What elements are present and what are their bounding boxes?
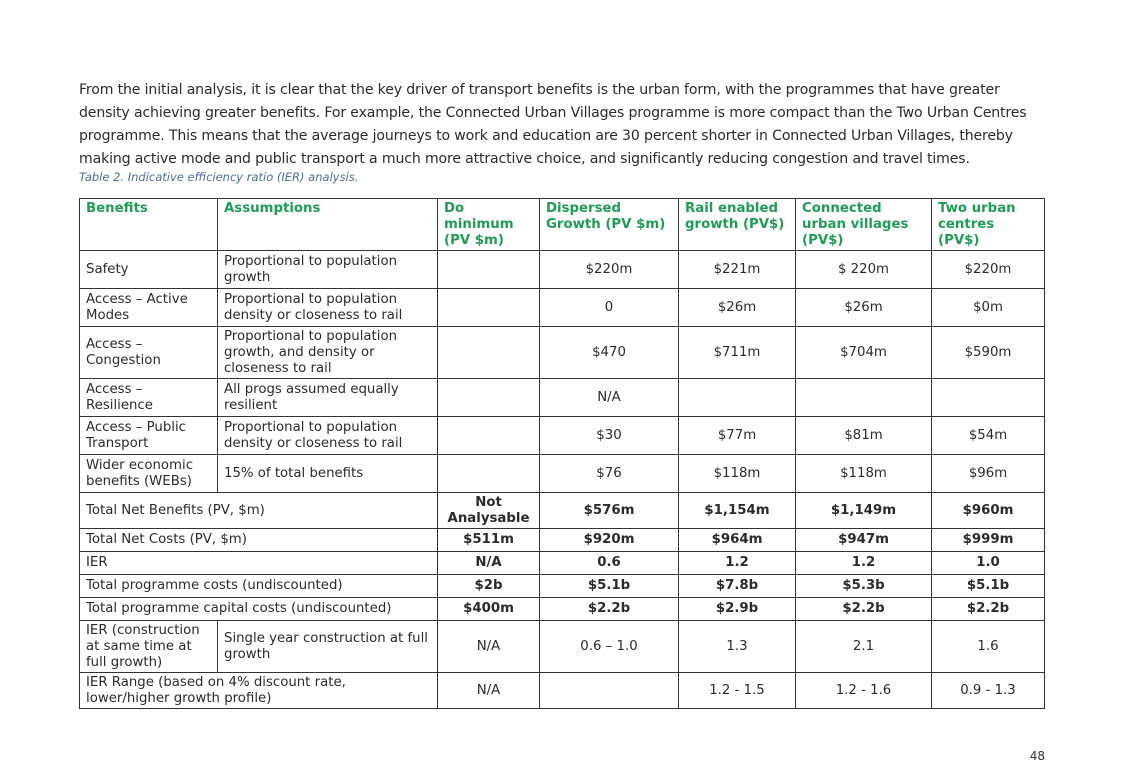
table-caption: Table 2. Indicative efficiency ratio (IER) analysis. [79, 170, 359, 184]
header-dispersed-growth: Dispersed Growth (PV $m) [540, 199, 679, 251]
cell-do-minimum [438, 289, 540, 327]
cell-dispersed: $470 [540, 327, 679, 379]
cell-dispersed: $220m [540, 251, 679, 289]
row-benefit: Access – Public Transport [80, 417, 218, 455]
header-connected-villages: Connected urban villages (PV$) [796, 199, 932, 251]
table-header-row [80, 199, 1045, 251]
summary-label: Total programme costs (undiscounted) [80, 575, 438, 598]
cell-connected: $2.2b [796, 598, 932, 621]
summary-row [80, 529, 1045, 552]
cell-do-minimum: $2b [438, 575, 540, 598]
cell-dispersed [540, 673, 679, 709]
row-assumption: Proportional to population density or closeness to rail [218, 417, 438, 455]
cell-do-minimum [438, 379, 540, 417]
cell-rail [679, 379, 796, 417]
cell-connected: $1,149m [796, 493, 932, 529]
cell-dispersed: $76 [540, 455, 679, 493]
ier-table [79, 198, 1045, 709]
table-row [80, 289, 1045, 327]
row-benefit: Access – Resilience [80, 379, 218, 417]
row-assumption: 15% of total benefits [218, 455, 438, 493]
cell-do-minimum: $511m [438, 529, 540, 552]
row-benefit: Wider economic benefits (WEBs) [80, 455, 218, 493]
cell-do-minimum [438, 417, 540, 455]
summary-label: Total programme capital costs (undiscounted) [80, 598, 438, 621]
row-assumption: Proportional to population growth, and density or closeness to rail [218, 327, 438, 379]
ier-construction-row [80, 621, 1045, 673]
cell-connected: $ 220m [796, 251, 932, 289]
summary-row [80, 552, 1045, 575]
cell-two-urban: $590m [932, 327, 1045, 379]
summary-label: Total Net Benefits (PV, $m) [80, 493, 438, 529]
cell-do-minimum [438, 455, 540, 493]
cell-do-minimum [438, 251, 540, 289]
summary-label: IER [80, 552, 438, 575]
summary-row [80, 493, 1045, 529]
cell-rail: $7.8b [679, 575, 796, 598]
header-two-urban-centres: Two urban centres (PV$) [932, 199, 1045, 251]
cell-rail: $2.9b [679, 598, 796, 621]
cell-rail: 1.2 - 1.5 [679, 673, 796, 709]
cell-dispersed: $920m [540, 529, 679, 552]
cell-rail: $118m [679, 455, 796, 493]
cell-rail: 1.2 [679, 552, 796, 575]
cell-two-urban: $5.1b [932, 575, 1045, 598]
cell-two-urban: 0.9 - 1.3 [932, 673, 1045, 709]
row-benefit: Safety [80, 251, 218, 289]
cell-connected: 1.2 - 1.6 [796, 673, 932, 709]
table-row [80, 379, 1045, 417]
header-rail-enabled: Rail enabled growth (PV$) [679, 199, 796, 251]
cell-dispersed: $2.2b [540, 598, 679, 621]
row-benefit: Access – Active Modes [80, 289, 218, 327]
row-benefit: Access – Congestion [80, 327, 218, 379]
cell-two-urban: $220m [932, 251, 1045, 289]
cell-connected: 1.2 [796, 552, 932, 575]
cell-rail: $221m [679, 251, 796, 289]
cell-do-minimum: N/A [438, 552, 540, 575]
cell-two-urban: 1.6 [932, 621, 1045, 673]
header-benefits: Benefits [80, 199, 218, 251]
cell-two-urban: $54m [932, 417, 1045, 455]
cell-dispersed: $5.1b [540, 575, 679, 598]
page-number: 48 [1029, 749, 1045, 763]
cell-do-minimum: $400m [438, 598, 540, 621]
cell-connected: $704m [796, 327, 932, 379]
cell-do-minimum [438, 327, 540, 379]
cell-two-urban [932, 379, 1045, 417]
summary-row [80, 575, 1045, 598]
table-row [80, 251, 1045, 289]
cell-dispersed: 0.6 [540, 552, 679, 575]
cell-two-urban: $2.2b [932, 598, 1045, 621]
header-do-minimum: Do minimum (PV $m) [438, 199, 540, 251]
cell-connected: $5.3b [796, 575, 932, 598]
ier-range-row [80, 673, 1045, 709]
table-row [80, 417, 1045, 455]
cell-connected: $81m [796, 417, 932, 455]
cell-rail: $77m [679, 417, 796, 455]
ier-range-label: IER Range (based on 4% discount rate, lower/higher growth profile) [80, 673, 438, 709]
cell-two-urban: $999m [932, 529, 1045, 552]
row-assumption: Proportional to population growth [218, 251, 438, 289]
row-assumption: Proportional to population density or closeness to rail [218, 289, 438, 327]
table-row [80, 455, 1045, 493]
cell-connected: 2.1 [796, 621, 932, 673]
header-assumptions: Assumptions [218, 199, 438, 251]
cell-connected: $26m [796, 289, 932, 327]
cell-two-urban: $0m [932, 289, 1045, 327]
cell-rail: $711m [679, 327, 796, 379]
summary-row [80, 598, 1045, 621]
cell-connected: $947m [796, 529, 932, 552]
row-assumption: All progs assumed equally resilient [218, 379, 438, 417]
cell-do-minimum: N/A [438, 621, 540, 673]
summary-label: Total Net Costs (PV, $m) [80, 529, 438, 552]
cell-dispersed: N/A [540, 379, 679, 417]
cell-rail: $964m [679, 529, 796, 552]
cell-connected: $118m [796, 455, 932, 493]
cell-rail: $1,154m [679, 493, 796, 529]
cell-do-minimum: Not Analysable [438, 493, 540, 529]
row-assumption: Single year construction at full growth [218, 621, 438, 673]
table-row [80, 327, 1045, 379]
cell-dispersed: 0 [540, 289, 679, 327]
row-benefit: IER (construction at same time at full growth) [80, 621, 218, 673]
cell-rail: 1.3 [679, 621, 796, 673]
cell-two-urban: $960m [932, 493, 1045, 529]
cell-rail: $26m [679, 289, 796, 327]
cell-dispersed: $30 [540, 417, 679, 455]
cell-two-urban: $96m [932, 455, 1045, 493]
cell-connected [796, 379, 932, 417]
cell-dispersed: 0.6 – 1.0 [540, 621, 679, 673]
cell-dispersed: $576m [540, 493, 679, 529]
cell-do-minimum: N/A [438, 673, 540, 709]
intro-paragraph: From the initial analysis, it is clear that the key driver of transport benefits is the urban form, with the programmes that have greater density achieving greater benefits. For example, the Connected Urban Villages programme is more compact than the Two Urban Centres programme. This means that the average journeys to work and education are 30 percent shorter in Connected Urban Villages, thereby making active mode and public transport a much more attractive choice, and significantly reducing congestion and travel times. [79, 82, 1027, 167]
cell-two-urban: 1.0 [932, 552, 1045, 575]
